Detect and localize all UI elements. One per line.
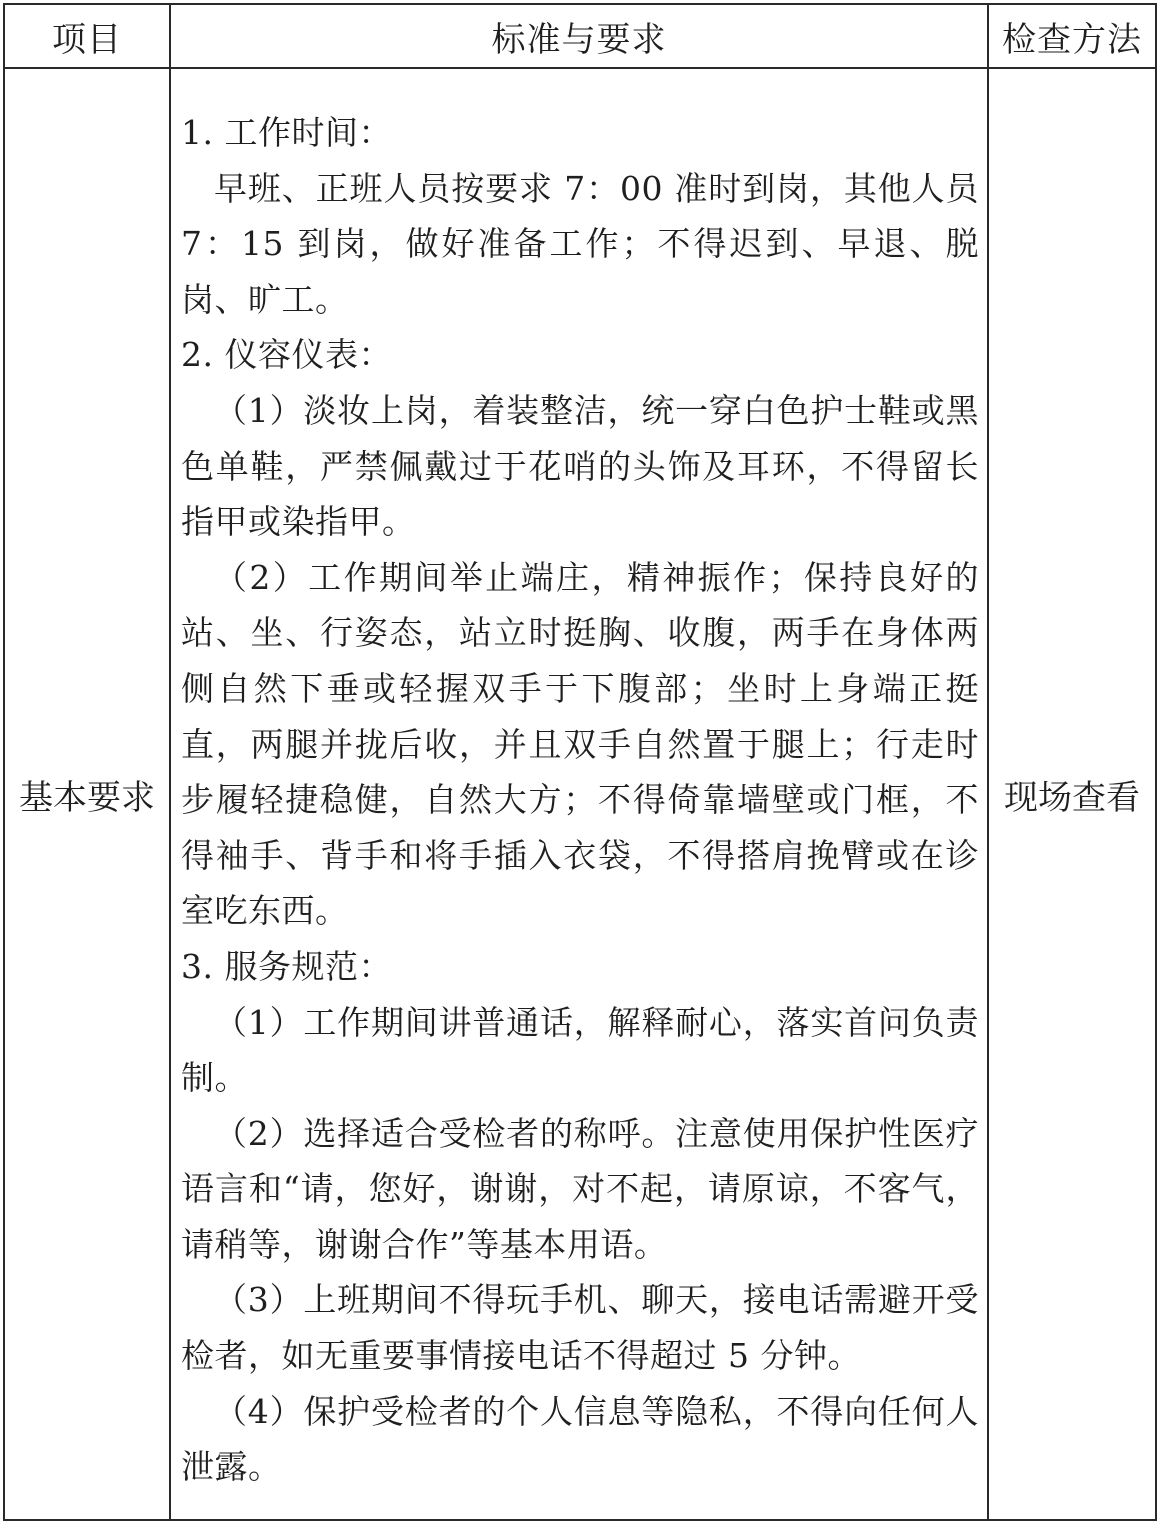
standard-cell bbox=[170, 68, 988, 1520]
header-standard: 标准与要求 bbox=[170, 4, 988, 68]
header-method: 检查方法 bbox=[988, 4, 1156, 68]
section-heading-appearance: 2. 仪容仪表： bbox=[181, 335, 392, 375]
paragraph-service-1: （1）工作期间讲普通话，解释耐心，落实首问负责制。 bbox=[181, 1002, 979, 1098]
item-cell: 基本要求 bbox=[4, 68, 170, 1520]
paragraph-service-4: （4）保护受检者的个人信息等隐私，不得向任何人泄露。 bbox=[181, 1391, 979, 1487]
paragraph-appearance-2: （2）工作期间举止端庄，精神振作；保持良好的站、坐、行姿态，站立时挺胸、收腹，两手在身体两侧自然下垂或轻握双手于下腹部；坐时上身端正挺直，两腿并拢后收，并且双手自然置于腿上；行走时步履轻捷稳健，自然大方；不得倚靠墙壁或门框，不得袖手、背手和将手插入衣袋，不得搭肩挽臂或在诊室吃东西。 bbox=[181, 557, 979, 931]
section-heading-service: 3. 服务规范： bbox=[181, 946, 392, 986]
paragraph-service-2: （2）选择适合受检者的称呼。注意使用保护性医疗语言和“请，您好，谢谢，对不起，请原谅，不客气，请稍等，谢谢合作”等基本用语。 bbox=[181, 1113, 979, 1264]
paragraph-service-3: （3）上班期间不得玩手机、聊天，接电话需避开受检者，如无重要事情接电话不得超过 5 分钟。 bbox=[181, 1280, 979, 1376]
paragraph-work-time: 早班、正班人员按要求 7：00 准时到岗，其他人员 7：15 到岗，做好准备工作；不得迟到、早退、脱岗、旷工。 bbox=[181, 168, 979, 319]
standards-table bbox=[3, 3, 1157, 1521]
method-cell: 现场查看 bbox=[988, 68, 1156, 1520]
section-heading-work-time: 1. 工作时间： bbox=[181, 113, 392, 152]
standard-content bbox=[171, 69, 987, 1495]
paragraph-appearance-1: （1）淡妆上岗，着装整洁，统一穿白色护士鞋或黑色单鞋，严禁佩戴过于花哨的头饰及耳环，不得留长指甲或染指甲。 bbox=[181, 390, 979, 542]
table-row bbox=[4, 68, 1156, 1520]
header-item: 项目 bbox=[4, 4, 170, 68]
table-header-row bbox=[4, 4, 1156, 68]
